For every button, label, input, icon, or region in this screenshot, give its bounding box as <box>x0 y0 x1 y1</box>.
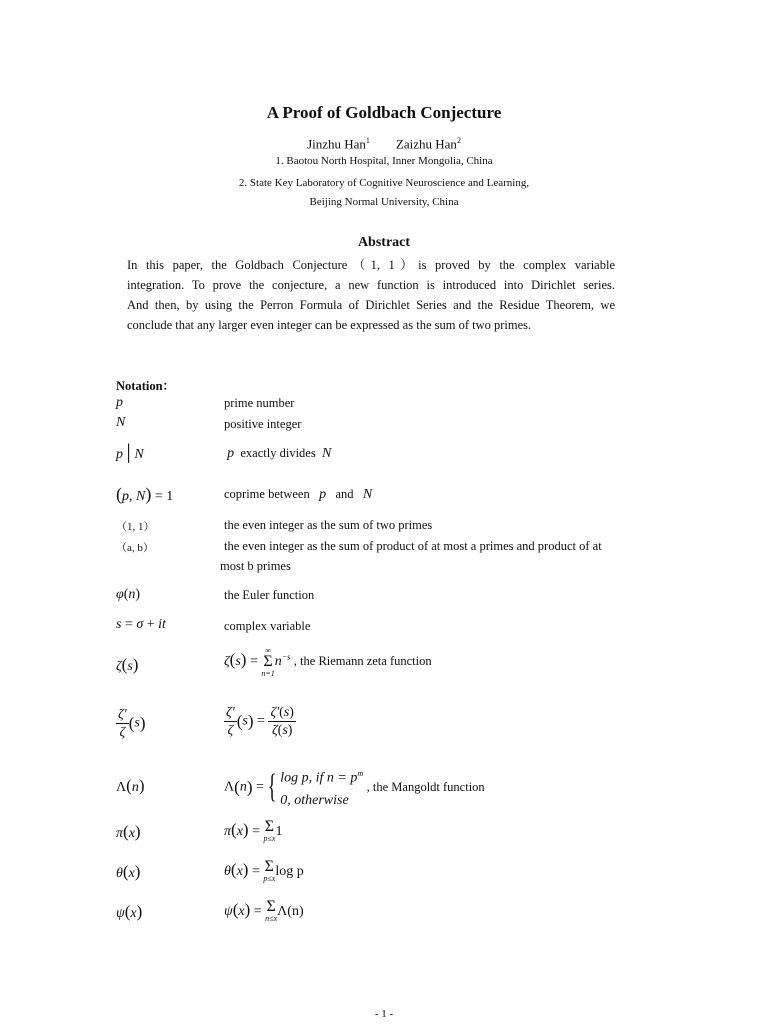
affiliation-2-line-1: 2. State Key Laboratory of Cognitive Neuroscience and Learning, <box>238 177 530 189</box>
notation-symbol-complex: s = σ + it <box>116 617 166 632</box>
notation-formula-pi: π(x) = Σ p≤x 1 <box>224 818 283 843</box>
mangoldt-case-1: log p, if $n = p^m$ <box>280 769 364 786</box>
notation-symbol-coprime: (p, N) = 1 <box>116 484 174 504</box>
sum-sign: Σ n≤x <box>265 898 278 923</box>
notation-desc-goldbach-1-1: the even integer as the sum of two primes <box>224 518 433 532</box>
notation-desc-N: positive integer <box>224 417 302 431</box>
notation-symbol-zeta-ratio: $\frac{\zeta'}{\zeta}$ (s) <box>118 707 146 740</box>
notation-desc-coprime: coprime between p and N <box>224 487 373 502</box>
notation-symbol-theta: θ(x) <box>116 862 141 881</box>
paper-title: A Proof of Goldbach Conjecture <box>266 103 502 122</box>
abstract-line: integration. To prove the conjecture, a new function is introduced into Dirichlet series. <box>127 278 615 292</box>
notation-formula-theta: θ(x) = Σ p≤x log p <box>224 858 304 883</box>
notation-desc-goldbach-a-b-line2: most b primes <box>220 559 291 573</box>
notation-symbol-N: N <box>116 415 126 430</box>
notation-symbol-pi: π(x) <box>116 822 141 841</box>
notation-formula-mangoldt: Λ(n) = { log p, if $n = p^m$ 0, otherwise , the Mangoldt function <box>224 763 485 812</box>
notation-desc-euler: the Euler function <box>224 588 315 602</box>
notation-symbol-p: p <box>116 395 123 410</box>
page-number: - 1 - <box>374 1008 394 1020</box>
notation-desc-divides: p exactly divides N <box>227 446 332 461</box>
notation-heading: Notation： <box>116 379 176 393</box>
affiliation-1: 1. Baotou North Hospital, Inner Mongolia, China <box>275 155 493 167</box>
author-line <box>0 136 768 152</box>
notation-formula-zeta-ratio: $\frac{\zeta'}{\zeta}$ (s) = $\frac{\zeta'(s)}{\zeta(s)}$ <box>226 705 294 738</box>
notation-desc-goldbach-a-b-line1: the even integer as the sum of product of at most a primes and product of at <box>224 539 602 553</box>
notation-symbol-mangoldt: Λ(n) <box>116 776 145 795</box>
notation-symbol-divides: p│N <box>116 445 144 462</box>
notation-symbol-goldbach-a-b: （a, b） <box>116 542 154 554</box>
notation-formula-zeta: ζ(s) = ∞ Σ n=1 $n^{-s}$ , the Riemann zeta function <box>224 646 432 678</box>
abstract-line: In this paper, the Goldbach Conjecture（1, 1）is proved by the complex variable <box>127 258 615 272</box>
notation-symbol-zeta: ζ(s) <box>116 655 139 674</box>
notation-symbol-psi: ψ(x) <box>116 902 143 921</box>
affiliation-2-line-2: Beijing Normal University, China <box>309 196 459 208</box>
author-1: Jinzhu Han <box>307 136 366 152</box>
abstract-body <box>127 255 615 335</box>
abstract-heading: Abstract <box>357 235 411 250</box>
author-2-mark: 2 <box>456 136 461 145</box>
mangoldt-case-2: 0, otherwise <box>280 792 349 808</box>
author-1-mark: 1 <box>365 136 370 145</box>
notation-symbol-goldbach-1-1: （1, 1） <box>116 521 155 533</box>
notation-desc-p: prime number <box>224 396 295 410</box>
notation-formula-psi: ψ(x) = Σ n≤x Λ(n) <box>224 898 304 923</box>
notation-symbol-euler: φ(n) <box>116 587 141 602</box>
sum-sign: ∞ Σ n=1 <box>261 646 275 678</box>
abstract-line: conclude that any larger even integer can be expressed as the sum of two primes. <box>127 318 532 332</box>
abstract-line: And then, by using the Perron Formula of Dirichlet Series and the Residue Theorem, we <box>127 298 615 312</box>
author-2: Zaizhu Han <box>395 136 457 152</box>
sum-sign: Σ p≤x <box>263 858 276 883</box>
sum-sign: Σ p≤x <box>263 818 276 843</box>
notation-desc-complex: complex variable <box>224 619 311 633</box>
